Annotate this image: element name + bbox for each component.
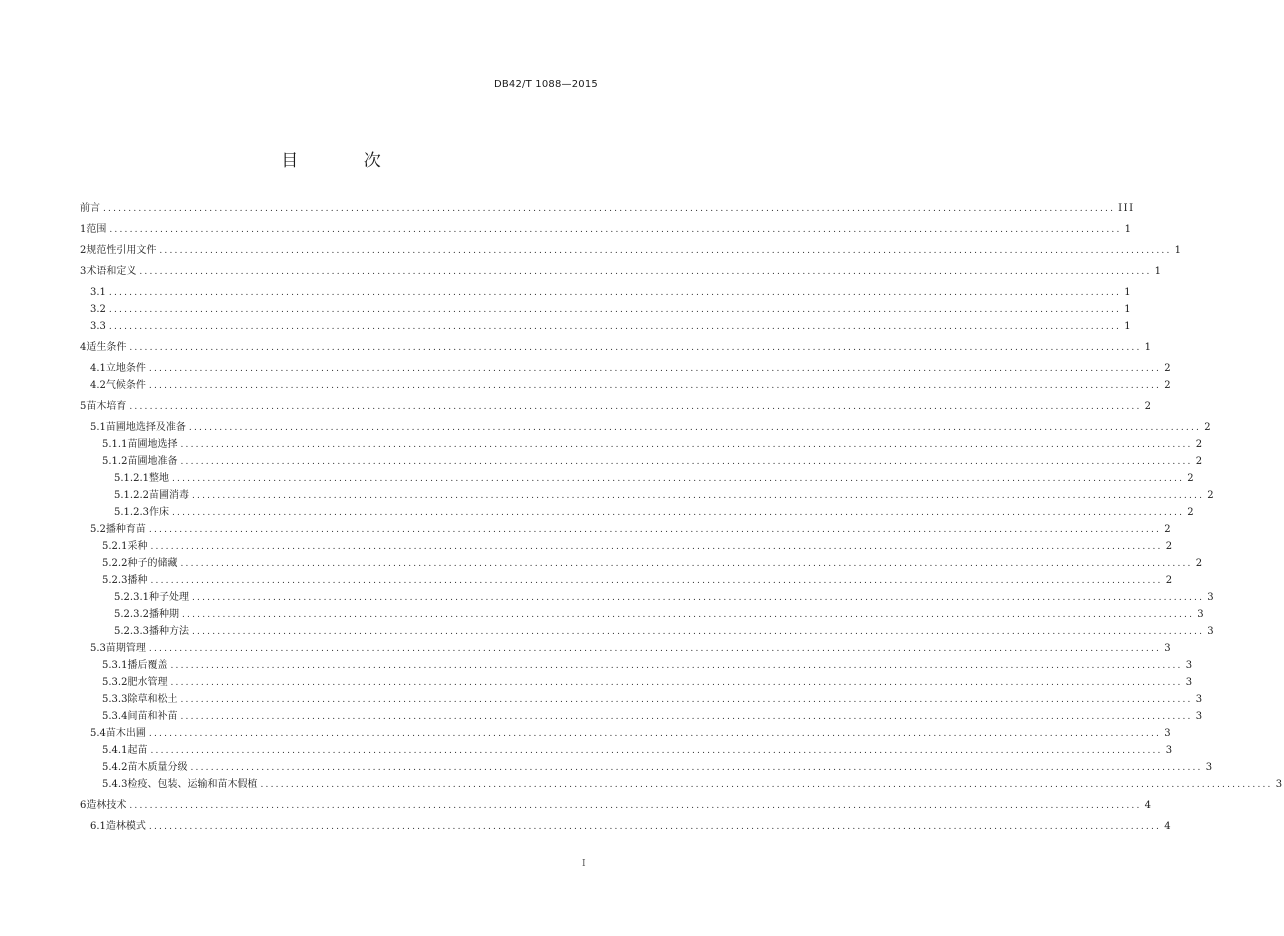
toc-entry-number: 5.2.2 — [102, 558, 128, 569]
toc-entry-number: 5.4 — [90, 728, 106, 739]
toc-entry-page: 3 — [1164, 643, 1173, 654]
toc-entry-number: 5.4.1 — [102, 745, 128, 756]
toc-entry-label: 播种方法 — [149, 626, 189, 637]
toc-entry[interactable] — [80, 283, 1133, 300]
toc-leader-dots: ........................................................................................................................................................................................................ — [150, 746, 1163, 756]
toc-entry[interactable] — [80, 376, 1173, 393]
toc-leader-dots: ........................................................................................................................................................................................................ — [129, 402, 1142, 412]
document-id: DB42/T 1088—2015 — [493, 79, 598, 90]
toc-leader-dots: ........................................................................................................................................................................................................ — [150, 576, 1163, 586]
toc-entry-page: 2 — [1204, 422, 1213, 433]
toc-entry[interactable] — [80, 317, 1133, 334]
toc-entry-page: 2 — [1207, 490, 1216, 501]
toc-entry[interactable] — [80, 554, 1204, 571]
toc-entry[interactable] — [80, 775, 1284, 792]
toc-entry-page: 3 — [1195, 711, 1204, 722]
toc-entry-number: 5.1.1 — [102, 439, 128, 450]
toc-entry-number: 6.1 — [90, 821, 106, 832]
toc-entry[interactable] — [80, 220, 1133, 237]
toc-entry-label: 立地条件 — [105, 363, 146, 374]
toc-entry-number: 5.4.3 — [102, 779, 128, 790]
toc-entry-number: 2 — [80, 245, 87, 256]
toc-entry[interactable] — [80, 469, 1196, 486]
toc-entry-label: 造林技术 — [86, 800, 127, 811]
toc-entry[interactable] — [80, 571, 1174, 588]
toc-entry-label: 苗圃地准备 — [127, 456, 178, 467]
toc-entry-page: 2 — [1195, 439, 1204, 450]
toc-entry-label: 规范性引用文件 — [86, 245, 157, 256]
toc-entry-page: 3 — [1207, 592, 1216, 603]
toc-entry-number: 5.2.3.2 — [114, 609, 149, 620]
toc-entry-number: 5.1.2 — [102, 456, 128, 467]
toc-entry-label: 整地 — [149, 473, 169, 484]
toc-entry-number: 5.3.3 — [102, 694, 128, 705]
toc-entry-number: 5 — [80, 401, 87, 412]
toc-entry[interactable] — [80, 690, 1204, 707]
toc-entry-number: 1 — [80, 224, 87, 235]
toc-entry-label: 播种育苗 — [105, 524, 146, 535]
toc-leader-dots: ........................................................................................................................................................................................................ — [170, 678, 1183, 688]
toc-entry-number: 5.3.1 — [102, 660, 128, 671]
toc-entry-page: 1 — [1124, 287, 1133, 298]
toc-leader-dots: ........................................................................................................................................................................................................ — [148, 381, 1162, 391]
toc-entry-label: 苗圃消毒 — [149, 490, 189, 501]
toc-entry-label: 造林模式 — [105, 821, 146, 832]
toc-leader-dots: ........................................................................................................................................................................................................ — [192, 491, 1205, 501]
toc-leader-dots: ........................................................................................................................................................................................................ — [172, 508, 1185, 518]
toc-leader-dots: ........................................................................................................................................................................................................ — [182, 610, 1195, 620]
toc-entry-number: 3.1 — [90, 287, 106, 298]
toc-entry-label: 种子的储藏 — [127, 558, 178, 569]
toc-leader-dots: ........................................................................................................................................................................................................ — [180, 440, 1193, 450]
toc-entry[interactable] — [80, 724, 1173, 741]
toc-leader-dots: ........................................................................................................................................................................................................ — [148, 822, 1162, 832]
toc-entry-number: 3.2 — [90, 304, 106, 315]
toc-entry-label: 苗木质量分级 — [127, 762, 188, 773]
toc-entry-label: 前言 — [80, 203, 100, 214]
toc-entry-page: 3 — [1275, 779, 1284, 790]
toc-leader-dots: ........................................................................................................................................................................................................ — [190, 763, 1203, 773]
toc-entry[interactable] — [80, 707, 1204, 724]
toc-entry-label: 播种 — [127, 575, 148, 586]
toc-entry-number: 5.2 — [90, 524, 106, 535]
toc-entry-page: 2 — [1187, 473, 1196, 484]
toc-entry-page: 1 — [1174, 245, 1183, 256]
toc-entry[interactable] — [80, 817, 1173, 834]
toc-entry[interactable] — [80, 639, 1173, 656]
toc-entry-label: 采种 — [127, 541, 148, 552]
toc-entry-page: 3 — [1207, 626, 1216, 637]
toc-entry[interactable] — [80, 605, 1206, 622]
toc-leader-dots: ........................................................................................................................................................................................................ — [260, 780, 1273, 790]
toc-entry-page: 1 — [1144, 342, 1153, 353]
toc-entry[interactable] — [80, 397, 1153, 414]
toc-leader-dots: ........................................................................................................................................................................................................ — [108, 322, 1122, 332]
toc-entry-label: 苗期管理 — [105, 643, 146, 654]
toc-entry-number: 5.1.2.1 — [114, 473, 149, 484]
toc-entry[interactable] — [80, 435, 1204, 452]
toc-leader-dots: ........................................................................................................................................................................................................ — [148, 644, 1162, 654]
toc-leader-dots: ........................................................................................................................................................................................................ — [129, 343, 1142, 353]
toc-leader-dots: ........................................................................................................................................................................................................ — [170, 661, 1183, 671]
toc-leader-dots: ........................................................................................................................................................................................................ — [148, 729, 1162, 739]
toc-leader-dots: ........................................................................................................................................................................................................ — [180, 457, 1193, 467]
toc-entry[interactable] — [80, 359, 1173, 376]
toc-entry-number: 5.1 — [90, 422, 106, 433]
toc-entry[interactable] — [80, 338, 1153, 355]
toc-entry-page: 2 — [1195, 558, 1204, 569]
toc-entry-label: 术语和定义 — [86, 266, 137, 277]
toc-leader-dots: ........................................................................................................................................................................................................ — [192, 593, 1205, 603]
toc-entry-page: 3 — [1185, 660, 1194, 671]
toc-leader-dots: ........................................................................................................................................................................................................ — [108, 305, 1122, 315]
toc-entry-label: 苗圃地选择及准备 — [105, 422, 186, 433]
toc-entry-number: 5.1.2.2 — [114, 490, 149, 501]
toc-entry-label: 播种期 — [149, 609, 179, 620]
toc-entry-label: 间苗和补苗 — [127, 711, 178, 722]
toc-leader-dots: ........................................................................................................................................................................................................ — [139, 267, 1152, 277]
toc-entry-number: 5.2.1 — [102, 541, 128, 552]
toc-leader-dots: ........................................................................................................................................................................................................ — [172, 474, 1185, 484]
toc-entry-label: 检疫、包装、运输和苗木假植 — [127, 779, 258, 790]
toc-entry[interactable] — [80, 241, 1183, 258]
toc-entry[interactable] — [80, 486, 1216, 503]
toc-leader-dots: ........................................................................................................................................................................................................ — [180, 712, 1193, 722]
toc-entry[interactable] — [80, 796, 1153, 813]
toc-entry-number: 4 — [80, 342, 87, 353]
toc-leader-dots: ........................................................................................................................................................................................................ — [108, 288, 1122, 298]
toc-leader-dots: ........................................................................................................................................................................................................ — [109, 225, 1122, 235]
toc-entry-page: 3 — [1197, 609, 1206, 620]
toc-leader-dots: ........................................................................................................................................................................................................ — [103, 204, 1116, 214]
toc-entry[interactable] — [80, 520, 1173, 537]
toc-entry-page: 1 — [1124, 304, 1133, 315]
toc-entry-page: 4 — [1164, 821, 1173, 832]
toc-entry-label: 苗木出圃 — [105, 728, 146, 739]
toc-entry-number: 5.2.3.1 — [114, 592, 149, 603]
toc-entry-label: 适生条件 — [86, 342, 127, 353]
toc-leader-dots: ........................................................................................................................................................................................................ — [192, 627, 1205, 637]
toc-entry[interactable] — [80, 588, 1216, 605]
toc-entry[interactable] — [80, 741, 1174, 758]
toc-leader-dots: ........................................................................................................................................................................................................ — [150, 542, 1163, 552]
toc-entry-page: 2 — [1187, 507, 1196, 518]
toc-entry-number: 4.2 — [90, 380, 106, 391]
toc-entry[interactable] — [80, 673, 1194, 690]
page-title: 目 次 — [281, 151, 411, 171]
page-number: I — [582, 859, 586, 869]
toc-entry[interactable] — [80, 503, 1196, 520]
toc-entry-label: 作床 — [149, 507, 169, 518]
toc-leader-dots: ........................................................................................................................................................................................................ — [148, 364, 1162, 374]
toc-entry-label: 气候条件 — [105, 380, 146, 391]
toc-leader-dots: ........................................................................................................................................................................................................ — [180, 695, 1193, 705]
toc-entry-page: 1 — [1124, 224, 1133, 235]
toc-entry-number: 5.2.3.3 — [114, 626, 149, 637]
toc-entry-page: 3 — [1195, 694, 1204, 705]
toc-entry-label: 除草和松土 — [127, 694, 178, 705]
toc-entry-page: 2 — [1165, 575, 1174, 586]
toc-entry-label: 范围 — [86, 224, 107, 235]
toc-entry-number: 4.1 — [90, 363, 106, 374]
toc-leader-dots: ........................................................................................................................................................................................................ — [180, 559, 1193, 569]
toc-entry-page: 1 — [1154, 266, 1163, 277]
toc-entry-number: 5.1.2.3 — [114, 507, 149, 518]
toc-entry[interactable] — [80, 199, 1135, 216]
toc-entry-page: 2 — [1144, 401, 1153, 412]
toc-entry[interactable] — [80, 537, 1174, 554]
toc-entry[interactable] — [80, 656, 1194, 673]
toc-leader-dots: ........................................................................................................................................................................................................ — [159, 246, 1172, 256]
toc-entry-page: 2 — [1164, 363, 1173, 374]
toc-entry-page: 1 — [1124, 321, 1133, 332]
toc-entry-label: 种子处理 — [149, 592, 189, 603]
toc-entry-number: 5.2.3 — [102, 575, 128, 586]
toc-entry-number: 5.3 — [90, 643, 106, 654]
toc-entry-number: 5.3.2 — [102, 677, 128, 688]
table-of-contents — [80, 199, 1284, 834]
toc-entry-label: 苗木培育 — [86, 401, 127, 412]
toc-entry[interactable] — [80, 262, 1163, 279]
toc-entry-page: 3 — [1205, 762, 1214, 773]
toc-leader-dots: ........................................................................................................................................................................................................ — [129, 801, 1142, 811]
toc-entry-page: 2 — [1164, 380, 1173, 391]
toc-entry[interactable] — [80, 758, 1214, 775]
toc-entry-page: III — [1118, 203, 1135, 214]
toc-entry-page: 3 — [1164, 728, 1173, 739]
toc-leader-dots: ........................................................................................................................................................................................................ — [188, 423, 1202, 433]
toc-entry-number: 6 — [80, 800, 87, 811]
toc-entry-number: 3 — [80, 266, 87, 277]
toc-entry-label: 肥水管理 — [127, 677, 168, 688]
toc-entry[interactable] — [80, 622, 1216, 639]
toc-entry-label: 起苗 — [127, 745, 148, 756]
toc-entry-label: 播后覆盖 — [127, 660, 168, 671]
toc-entry-label: 苗圃地选择 — [127, 439, 178, 450]
toc-entry-page: 2 — [1165, 541, 1174, 552]
toc-entry[interactable] — [80, 452, 1204, 469]
toc-entry-page: 2 — [1195, 456, 1204, 467]
toc-entry-number: 5.3.4 — [102, 711, 128, 722]
toc-entry-page: 4 — [1144, 800, 1153, 811]
toc-entry[interactable] — [80, 300, 1133, 317]
toc-entry-page: 2 — [1164, 524, 1173, 535]
toc-leader-dots: ........................................................................................................................................................................................................ — [148, 525, 1162, 535]
toc-entry[interactable] — [80, 418, 1213, 435]
toc-entry-number: 3.3 — [90, 321, 106, 332]
toc-entry-page: 3 — [1185, 677, 1194, 688]
toc-entry-number: 5.4.2 — [102, 762, 128, 773]
toc-entry-page: 3 — [1165, 745, 1174, 756]
